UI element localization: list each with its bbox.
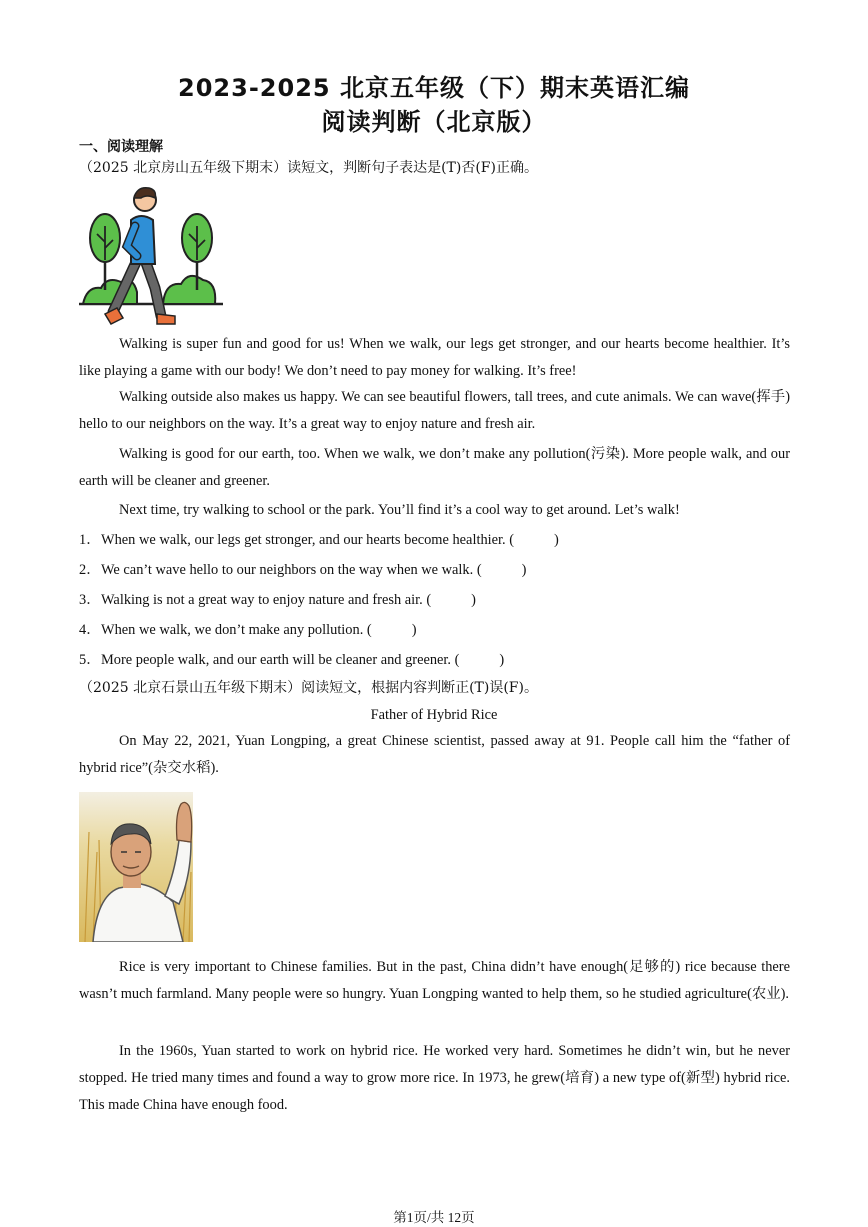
question-item: 5．More people walk, and our earth will be cleaner and greener. ( ) <box>79 652 505 668</box>
page-footer: 第1页/共 12页 <box>393 1210 475 1225</box>
passage2-source: （2025 北京石景山五年级下期末）阅读短文，根据内容判断正(T)误(F)。 <box>79 680 538 696</box>
passage2-paragraph: Rice is very important to Chinese families. But in the past, China didn’t have enough(足够的) rice because there wasn’t much farmland. Many people were so hungry. Yuan Longping wanted to help them, so he studied agriculture(农业). <box>79 959 790 1002</box>
document-subtitle: 阅读判断（北京版） <box>321 108 547 136</box>
question-item: 3．Walking is not a great way to enjoy nature and fresh air. ( ) <box>79 592 476 608</box>
question-item: 2．We can’t wave hello to our neighbors on the way when we walk. ( ) <box>79 562 527 578</box>
walking-man-illustration <box>79 182 225 328</box>
section-heading: 一、阅读理解 <box>79 139 163 155</box>
passage2-intro: On May 22, 2021, Yuan Longping, a great Chinese scientist, passed away at 91. People call him the “father of hybrid rice”(杂交水稻). <box>79 733 790 776</box>
document-title: 2023-2025 北京五年级（下）期末英语汇编 <box>178 74 690 102</box>
passage1-paragraph: Walking is good for our earth, too. When we walk, we don’t make any pollution(污染). More people walk, and our earth will be cleaner and greener. <box>79 446 790 489</box>
question-item: 1．When we walk, our legs get stronger, and our hearts become healthier. ( ) <box>79 532 559 548</box>
question-item: 4．When we walk, we don’t make any pollution. ( ) <box>79 622 417 638</box>
passage1-source: （2025 北京房山五年级下期末）读短文，判断句子表达是(T)否(F)正确。 <box>79 160 538 176</box>
passage1-paragraph: Walking is super fun and good for us! When we walk, our legs get stronger, and our hearts become healthier. It’s like playing a game with our body! We don’t need to pay money for walking. It’s free! <box>79 336 790 379</box>
passage1-paragraph: Walking outside also makes us happy. We can see beautiful flowers, tall trees, and cute animals. We can wave(挥手) hello to our neighbors on the way. It’s a great way to enjoy nature and fresh air. <box>79 389 790 432</box>
yuan-longping-portrait <box>79 792 193 942</box>
passage1-paragraph: Next time, try walking to school or the park. You’ll find it’s a cool way to get around. Let’s walk! <box>119 502 680 518</box>
passage2-title: Father of Hybrid Rice <box>370 707 498 723</box>
passage2-paragraph: In the 1960s, Yuan started to work on hybrid rice. He worked very hard. Sometimes he didn’t win, but he never stopped. He tried many times and found a way to grow more rice. In 1973, he grew(培育) a new type of(新型) hybrid rice. This made China have enough food. <box>79 1043 790 1113</box>
